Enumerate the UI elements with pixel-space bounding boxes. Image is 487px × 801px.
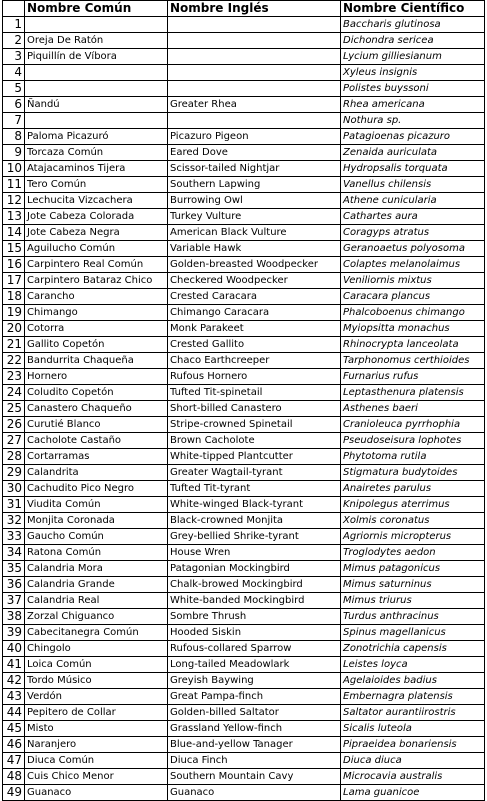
table-row bbox=[3, 641, 485, 657]
english-name-cell: Tufted Tit-spinetail bbox=[168, 385, 341, 401]
common-name-cell: Gaucho Común bbox=[25, 529, 168, 545]
row-number: 35 bbox=[3, 561, 25, 577]
english-name-cell: Patagonian Mockingbird bbox=[168, 561, 341, 577]
row-number: 17 bbox=[3, 273, 25, 289]
english-name-cell: Monk Parakeet bbox=[168, 321, 341, 337]
row-number: 13 bbox=[3, 209, 25, 225]
table-row bbox=[3, 113, 485, 129]
header-number bbox=[3, 1, 25, 17]
common-name-cell: Hornero bbox=[25, 369, 168, 385]
table-row bbox=[3, 673, 485, 689]
scientific-name-cell: Spinus magellanicus bbox=[341, 625, 485, 641]
common-name-cell bbox=[25, 17, 168, 33]
english-name-cell: Great Pampa-finch bbox=[168, 689, 341, 705]
scientific-name-cell: Pipraeidea bonariensis bbox=[341, 737, 485, 753]
common-name-cell: Jote Cabeza Colorada bbox=[25, 209, 168, 225]
english-name-cell: Burrowing Owl bbox=[168, 193, 341, 209]
row-number: 48 bbox=[3, 769, 25, 785]
row-number: 31 bbox=[3, 497, 25, 513]
english-name-cell: Diuca Finch bbox=[168, 753, 341, 769]
row-number: 32 bbox=[3, 513, 25, 529]
english-name-cell: Short-billed Canastero bbox=[168, 401, 341, 417]
english-name-cell bbox=[168, 33, 341, 49]
common-name-cell: Lechucita Vizcachera bbox=[25, 193, 168, 209]
table-row bbox=[3, 209, 485, 225]
common-name-cell: Viudita Común bbox=[25, 497, 168, 513]
common-name-cell: Carpintero Real Común bbox=[25, 257, 168, 273]
english-name-cell: Rufous-collared Sparrow bbox=[168, 641, 341, 657]
row-number: 20 bbox=[3, 321, 25, 337]
table-row bbox=[3, 353, 485, 369]
scientific-name-cell: Dichondra sericea bbox=[341, 33, 485, 49]
scientific-name-cell: Colaptes melanolaimus bbox=[341, 257, 485, 273]
table-row bbox=[3, 449, 485, 465]
row-number: 29 bbox=[3, 465, 25, 481]
scientific-name-cell: Phytotoma rutila bbox=[341, 449, 485, 465]
table-row bbox=[3, 785, 485, 801]
common-name-cell: Ratona Común bbox=[25, 545, 168, 561]
common-name-cell: Zorzal Chiguanco bbox=[25, 609, 168, 625]
table-row bbox=[3, 225, 485, 241]
table-row bbox=[3, 513, 485, 529]
header-english-name: Nombre Inglés bbox=[168, 1, 341, 17]
scientific-name-cell: Vanellus chilensis bbox=[341, 177, 485, 193]
scientific-name-cell: Cathartes aura bbox=[341, 209, 485, 225]
row-number: 3 bbox=[3, 49, 25, 65]
english-name-cell: Sombre Thrush bbox=[168, 609, 341, 625]
english-name-cell: Long-tailed Meadowlark bbox=[168, 657, 341, 673]
row-number: 6 bbox=[3, 97, 25, 113]
common-name-cell: Monjita Coronada bbox=[25, 513, 168, 529]
scientific-name-cell: Baccharis glutinosa bbox=[341, 17, 485, 33]
scientific-name-cell: Leptasthenura platensis bbox=[341, 385, 485, 401]
row-number: 40 bbox=[3, 641, 25, 657]
common-name-cell: Naranjero bbox=[25, 737, 168, 753]
common-name-cell bbox=[25, 113, 168, 129]
table-row bbox=[3, 193, 485, 209]
scientific-name-cell: Rhea americana bbox=[341, 97, 485, 113]
english-name-cell bbox=[168, 49, 341, 65]
scientific-name-cell: Sicalis luteola bbox=[341, 721, 485, 737]
common-name-cell: Paloma Picazuró bbox=[25, 129, 168, 145]
common-name-cell: Gallito Copetón bbox=[25, 337, 168, 353]
table-row bbox=[3, 769, 485, 785]
header-row bbox=[3, 1, 485, 17]
row-number: 19 bbox=[3, 305, 25, 321]
row-number: 45 bbox=[3, 721, 25, 737]
table-row bbox=[3, 593, 485, 609]
english-name-cell: Blue-and-yellow Tanager bbox=[168, 737, 341, 753]
table-body bbox=[3, 17, 485, 801]
scientific-name-cell: Leistes loyca bbox=[341, 657, 485, 673]
row-number: 24 bbox=[3, 385, 25, 401]
scientific-name-cell: Diuca diuca bbox=[341, 753, 485, 769]
row-number: 30 bbox=[3, 481, 25, 497]
row-number: 26 bbox=[3, 417, 25, 433]
english-name-cell: Grey-bellied Shrike-tyrant bbox=[168, 529, 341, 545]
common-name-cell: Carpintero Bataraz Chico bbox=[25, 273, 168, 289]
common-name-cell: Ñandú bbox=[25, 97, 168, 113]
scientific-name-cell: Mimus triurus bbox=[341, 593, 485, 609]
table-row bbox=[3, 81, 485, 97]
english-name-cell bbox=[168, 81, 341, 97]
common-name-cell: Atajacaminos Tijera bbox=[25, 161, 168, 177]
english-name-cell: Hooded Siskin bbox=[168, 625, 341, 641]
scientific-name-cell: Asthenes baeri bbox=[341, 401, 485, 417]
scientific-name-cell: Anairetes parulus bbox=[341, 481, 485, 497]
scientific-name-cell: Mimus saturninus bbox=[341, 577, 485, 593]
english-name-cell: White-tipped Plantcutter bbox=[168, 449, 341, 465]
scientific-name-cell: Veniliornis mixtus bbox=[341, 273, 485, 289]
header-scientific-name: Nombre Científico bbox=[341, 1, 485, 17]
english-name-cell: Greyish Baywing bbox=[168, 673, 341, 689]
common-name-cell: Oreja De Ratón bbox=[25, 33, 168, 49]
common-name-cell: Misto bbox=[25, 721, 168, 737]
common-name-cell: Cuis Chico Menor bbox=[25, 769, 168, 785]
english-name-cell: Checkered Woodpecker bbox=[168, 273, 341, 289]
english-name-cell: Variable Hawk bbox=[168, 241, 341, 257]
row-number: 36 bbox=[3, 577, 25, 593]
scientific-name-cell: Caracara plancus bbox=[341, 289, 485, 305]
english-name-cell: Crested Caracara bbox=[168, 289, 341, 305]
scientific-name-cell: Troglodytes aedon bbox=[341, 545, 485, 561]
scientific-name-cell: Xolmis coronatus bbox=[341, 513, 485, 529]
english-name-cell: Southern Mountain Cavy bbox=[168, 769, 341, 785]
row-number: 25 bbox=[3, 401, 25, 417]
common-name-cell: Calandria Real bbox=[25, 593, 168, 609]
table-row bbox=[3, 753, 485, 769]
row-number: 47 bbox=[3, 753, 25, 769]
table-row bbox=[3, 737, 485, 753]
english-name-cell: White-banded Mockingbird bbox=[168, 593, 341, 609]
common-name-cell bbox=[25, 65, 168, 81]
english-name-cell: Chaco Earthcreeper bbox=[168, 353, 341, 369]
english-name-cell: Rufous Hornero bbox=[168, 369, 341, 385]
table-row bbox=[3, 241, 485, 257]
common-name-cell: Pepitero de Collar bbox=[25, 705, 168, 721]
table-row bbox=[3, 161, 485, 177]
english-name-cell: House Wren bbox=[168, 545, 341, 561]
scientific-name-cell: Tarphonomus certhioides bbox=[341, 353, 485, 369]
table-row bbox=[3, 289, 485, 305]
common-name-cell: Cabecitanegra Común bbox=[25, 625, 168, 641]
english-name-cell: Picazuro Pigeon bbox=[168, 129, 341, 145]
row-number: 46 bbox=[3, 737, 25, 753]
row-number: 7 bbox=[3, 113, 25, 129]
row-number: 9 bbox=[3, 145, 25, 161]
english-name-cell: Eared Dove bbox=[168, 145, 341, 161]
row-number: 43 bbox=[3, 689, 25, 705]
table-row bbox=[3, 257, 485, 273]
row-number: 23 bbox=[3, 369, 25, 385]
row-number: 10 bbox=[3, 161, 25, 177]
common-name-cell: Aguilucho Común bbox=[25, 241, 168, 257]
table-row bbox=[3, 49, 485, 65]
english-name-cell: Stripe-crowned Spinetail bbox=[168, 417, 341, 433]
scientific-name-cell: Athene cunicularia bbox=[341, 193, 485, 209]
table-row bbox=[3, 417, 485, 433]
common-name-cell: Loica Común bbox=[25, 657, 168, 673]
scientific-name-cell: Cranioleuca pyrrhophia bbox=[341, 417, 485, 433]
common-name-cell: Chingolo bbox=[25, 641, 168, 657]
row-number: 27 bbox=[3, 433, 25, 449]
row-number: 4 bbox=[3, 65, 25, 81]
common-name-cell: Calandria Grande bbox=[25, 577, 168, 593]
common-name-cell: Carancho bbox=[25, 289, 168, 305]
common-name-cell: Torcaza Común bbox=[25, 145, 168, 161]
english-name-cell: Southern Lapwing bbox=[168, 177, 341, 193]
english-name-cell: Guanaco bbox=[168, 785, 341, 801]
scientific-name-cell: Embernagra platensis bbox=[341, 689, 485, 705]
common-name-cell: Verdón bbox=[25, 689, 168, 705]
table-row bbox=[3, 273, 485, 289]
scientific-name-cell: Nothura sp. bbox=[341, 113, 485, 129]
table-row bbox=[3, 497, 485, 513]
scientific-name-cell: Myiopsitta monachus bbox=[341, 321, 485, 337]
common-name-cell: Cotorra bbox=[25, 321, 168, 337]
row-number: 14 bbox=[3, 225, 25, 241]
english-name-cell bbox=[168, 65, 341, 81]
row-number: 41 bbox=[3, 657, 25, 673]
english-name-cell: Grassland Yellow-finch bbox=[168, 721, 341, 737]
row-number: 18 bbox=[3, 289, 25, 305]
english-name-cell: American Black Vulture bbox=[168, 225, 341, 241]
table-row bbox=[3, 561, 485, 577]
common-name-cell: Cacholote Castaño bbox=[25, 433, 168, 449]
english-name-cell: Greater Wagtail-tyrant bbox=[168, 465, 341, 481]
english-name-cell: Turkey Vulture bbox=[168, 209, 341, 225]
table-row bbox=[3, 721, 485, 737]
english-name-cell bbox=[168, 17, 341, 33]
english-name-cell bbox=[168, 113, 341, 129]
scientific-name-cell: Polistes buyssoni bbox=[341, 81, 485, 97]
english-name-cell: Black-crowned Monjita bbox=[168, 513, 341, 529]
english-name-cell: Crested Gallito bbox=[168, 337, 341, 353]
english-name-cell: Chimango Caracara bbox=[168, 305, 341, 321]
row-number: 11 bbox=[3, 177, 25, 193]
row-number: 42 bbox=[3, 673, 25, 689]
table-row bbox=[3, 369, 485, 385]
english-name-cell: Brown Cacholote bbox=[168, 433, 341, 449]
scientific-name-cell: Rhinocrypta lanceolata bbox=[341, 337, 485, 353]
scientific-name-cell: Geranoaetus polyosoma bbox=[341, 241, 485, 257]
common-name-cell: Calandrita bbox=[25, 465, 168, 481]
row-number: 34 bbox=[3, 545, 25, 561]
scientific-name-cell: Agelaioides badius bbox=[341, 673, 485, 689]
english-name-cell: Scissor-tailed Nightjar bbox=[168, 161, 341, 177]
table-row bbox=[3, 17, 485, 33]
table-row bbox=[3, 705, 485, 721]
table-row bbox=[3, 145, 485, 161]
row-number: 1 bbox=[3, 17, 25, 33]
table-row bbox=[3, 97, 485, 113]
common-name-cell: Calandria Mora bbox=[25, 561, 168, 577]
row-number: 44 bbox=[3, 705, 25, 721]
english-name-cell: Golden-billed Saltator bbox=[168, 705, 341, 721]
row-number: 37 bbox=[3, 593, 25, 609]
scientific-name-cell: Knipolegus aterrimus bbox=[341, 497, 485, 513]
scientific-name-cell: Agriornis micropterus bbox=[341, 529, 485, 545]
table-row bbox=[3, 129, 485, 145]
english-name-cell: Golden-breasted Woodpecker bbox=[168, 257, 341, 273]
row-number: 49 bbox=[3, 785, 25, 801]
row-number: 33 bbox=[3, 529, 25, 545]
table-row bbox=[3, 433, 485, 449]
common-name-cell: Bandurrita Chaqueña bbox=[25, 353, 168, 369]
row-number: 21 bbox=[3, 337, 25, 353]
common-name-cell: Guanaco bbox=[25, 785, 168, 801]
table-row bbox=[3, 545, 485, 561]
table-row bbox=[3, 33, 485, 49]
common-name-cell: Cortarramas bbox=[25, 449, 168, 465]
scientific-name-cell: Patagioenas picazuro bbox=[341, 129, 485, 145]
table-row bbox=[3, 177, 485, 193]
scientific-name-cell: Lycium gilliesianum bbox=[341, 49, 485, 65]
common-name-cell bbox=[25, 81, 168, 97]
common-name-cell: Diuca Común bbox=[25, 753, 168, 769]
scientific-name-cell: Furnarius rufus bbox=[341, 369, 485, 385]
scientific-name-cell: Zenaida auriculata bbox=[341, 145, 485, 161]
scientific-name-cell: Zonotrichia capensis bbox=[341, 641, 485, 657]
common-name-cell: Chimango bbox=[25, 305, 168, 321]
common-name-cell: Cachudito Pico Negro bbox=[25, 481, 168, 497]
scientific-name-cell: Xyleus insignis bbox=[341, 65, 485, 81]
common-name-cell: Piquillín de Víbora bbox=[25, 49, 168, 65]
scientific-name-cell: Turdus anthracinus bbox=[341, 609, 485, 625]
table-row bbox=[3, 657, 485, 673]
row-number: 16 bbox=[3, 257, 25, 273]
common-name-cell: Canastero Chaqueño bbox=[25, 401, 168, 417]
scientific-name-cell: Coragyps atratus bbox=[341, 225, 485, 241]
table-row bbox=[3, 625, 485, 641]
species-table bbox=[2, 0, 485, 801]
row-number: 22 bbox=[3, 353, 25, 369]
scientific-name-cell: Microcavia australis bbox=[341, 769, 485, 785]
scientific-name-cell: Mimus patagonicus bbox=[341, 561, 485, 577]
row-number: 2 bbox=[3, 33, 25, 49]
scientific-name-cell: Lama guanicoe bbox=[341, 785, 485, 801]
header-common-name: Nombre Común bbox=[25, 1, 168, 17]
row-number: 5 bbox=[3, 81, 25, 97]
common-name-cell: Coludito Copetón bbox=[25, 385, 168, 401]
common-name-cell: Jote Cabeza Negra bbox=[25, 225, 168, 241]
table-row bbox=[3, 529, 485, 545]
common-name-cell: Tordo Músico bbox=[25, 673, 168, 689]
scientific-name-cell: Phalcoboenus chimango bbox=[341, 305, 485, 321]
english-name-cell: Tufted Tit-tyrant bbox=[168, 481, 341, 497]
table-row bbox=[3, 385, 485, 401]
table-row bbox=[3, 321, 485, 337]
table-row bbox=[3, 481, 485, 497]
table-row bbox=[3, 465, 485, 481]
scientific-name-cell: Saltator aurantiirostris bbox=[341, 705, 485, 721]
english-name-cell: Chalk-browed Mockingbird bbox=[168, 577, 341, 593]
row-number: 38 bbox=[3, 609, 25, 625]
table-row bbox=[3, 65, 485, 81]
row-number: 12 bbox=[3, 193, 25, 209]
scientific-name-cell: Stigmatura budytoides bbox=[341, 465, 485, 481]
row-number: 39 bbox=[3, 625, 25, 641]
row-number: 28 bbox=[3, 449, 25, 465]
row-number: 8 bbox=[3, 129, 25, 145]
table-row bbox=[3, 401, 485, 417]
english-name-cell: Greater Rhea bbox=[168, 97, 341, 113]
table-row bbox=[3, 609, 485, 625]
common-name-cell: Tero Común bbox=[25, 177, 168, 193]
row-number: 15 bbox=[3, 241, 25, 257]
common-name-cell: Curutié Blanco bbox=[25, 417, 168, 433]
table-row bbox=[3, 337, 485, 353]
scientific-name-cell: Pseudoseisura lophotes bbox=[341, 433, 485, 449]
english-name-cell: White-winged Black-tyrant bbox=[168, 497, 341, 513]
table-row bbox=[3, 577, 485, 593]
table-row bbox=[3, 689, 485, 705]
table-row bbox=[3, 305, 485, 321]
scientific-name-cell: Hydropsalis torquata bbox=[341, 161, 485, 177]
